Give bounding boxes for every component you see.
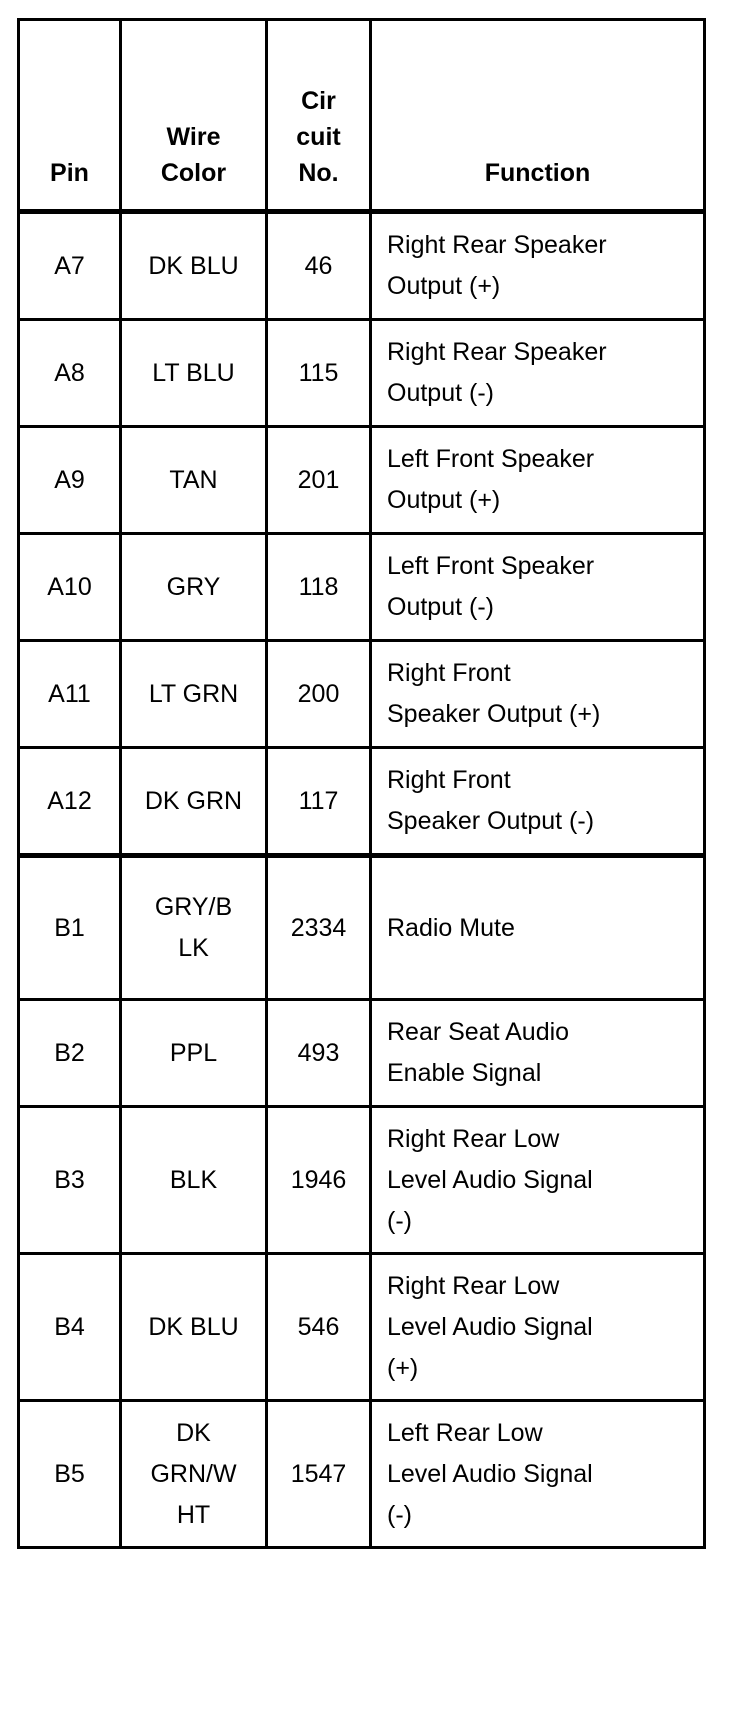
function-line: Level Audio Signal <box>387 1312 593 1341</box>
wire-color-line: LT GRN <box>148 679 239 708</box>
table-row <box>19 427 705 534</box>
function-line: Level Audio Signal <box>387 1459 593 1488</box>
pin-table <box>17 18 706 1549</box>
cell-function <box>371 1401 705 1548</box>
function-line: Right Front <box>387 659 511 687</box>
function-line: Output (-) <box>387 593 494 621</box>
table-row <box>19 1000 705 1107</box>
function-line: (+) <box>387 1353 419 1382</box>
cell-wire-color <box>121 212 267 320</box>
cell-circuit-no: 1946 <box>267 1107 371 1254</box>
cell-pin: A9 <box>19 427 121 534</box>
function-line: Left Rear Low <box>387 1418 543 1447</box>
function-line: Radio Mute <box>387 913 515 942</box>
wire-color-line: DK GRN <box>144 786 243 815</box>
cell-function <box>371 641 705 748</box>
cell-circuit-no: 200 <box>267 641 371 748</box>
wire-color-line: DK <box>176 1418 211 1447</box>
wire-color-line: DK BLU <box>148 251 239 280</box>
wire-color-line: PPL <box>169 1038 218 1067</box>
function-line: Left Front Speaker <box>387 552 595 580</box>
function-line: (-) <box>387 1500 412 1529</box>
wire-color-line: HT <box>176 1500 211 1529</box>
cell-pin: A7 <box>19 212 121 320</box>
function-line: Output (-) <box>387 379 494 407</box>
table-row <box>19 1107 705 1254</box>
cell-circuit-no: 115 <box>267 320 371 427</box>
wire-color-line: GRY/B <box>154 893 233 921</box>
cell-circuit-no: 1547 <box>267 1401 371 1548</box>
function-line: Output (+) <box>387 272 501 300</box>
cell-function <box>371 1000 705 1107</box>
table-row <box>19 856 705 1000</box>
function-line: (-) <box>387 1206 412 1235</box>
table-row <box>19 534 705 641</box>
function-line: Output (+) <box>387 486 501 514</box>
cell-function <box>371 212 705 320</box>
cell-function <box>371 1254 705 1401</box>
header-function: Function <box>371 20 705 212</box>
cell-pin: B3 <box>19 1107 121 1254</box>
cell-function <box>371 320 705 427</box>
wire-color-line: TAN <box>169 465 218 494</box>
function-line: Rear Seat Audio <box>387 1018 570 1046</box>
wire-color-line: BLK <box>169 1165 218 1194</box>
cell-wire-color <box>121 748 267 856</box>
function-line: Speaker Output (+) <box>387 700 601 728</box>
table-body <box>19 212 705 1548</box>
function-line: Left Front Speaker <box>387 445 595 473</box>
cell-function <box>371 427 705 534</box>
cell-pin: B4 <box>19 1254 121 1401</box>
function-line: Speaker Output (-) <box>387 807 595 835</box>
header-pin: Pin <box>19 20 121 212</box>
cell-wire-color <box>121 1254 267 1401</box>
cell-circuit-no: 117 <box>267 748 371 856</box>
wire-color-line: GRN/W <box>150 1459 237 1488</box>
cell-circuit-no: 2334 <box>267 856 371 1000</box>
cell-pin: A11 <box>19 641 121 748</box>
function-line: Right Front <box>387 766 511 794</box>
function-line: Right Rear Low <box>387 1271 560 1300</box>
cell-wire-color <box>121 320 267 427</box>
cell-function <box>371 534 705 641</box>
cell-wire-color <box>121 534 267 641</box>
cell-wire-color <box>121 1000 267 1107</box>
wire-color-line: GRY <box>166 572 221 601</box>
cell-circuit-no: 546 <box>267 1254 371 1401</box>
function-line: Level Audio Signal <box>387 1165 593 1194</box>
cell-wire-color <box>121 1401 267 1548</box>
cell-pin: B1 <box>19 856 121 1000</box>
function-line: Right Rear Speaker <box>387 338 607 366</box>
cell-circuit-no: 201 <box>267 427 371 534</box>
table-row <box>19 320 705 427</box>
header-circuit-no: Cir cuit No. <box>267 20 371 212</box>
wire-color-line: DK BLU <box>148 1312 239 1341</box>
cell-pin: A10 <box>19 534 121 641</box>
table-row <box>19 1254 705 1401</box>
cell-wire-color <box>121 641 267 748</box>
cell-pin: A12 <box>19 748 121 856</box>
cell-circuit-no: 46 <box>267 212 371 320</box>
wire-color-line: LT BLU <box>152 358 235 387</box>
wire-color-line: LK <box>178 934 209 962</box>
cell-function <box>371 856 705 1000</box>
cell-pin: A8 <box>19 320 121 427</box>
function-line: Enable Signal <box>387 1059 542 1087</box>
cell-function <box>371 1107 705 1254</box>
cell-function <box>371 748 705 856</box>
function-line: Right Rear Low <box>387 1124 560 1153</box>
table-row <box>19 212 705 320</box>
cell-pin: B5 <box>19 1401 121 1548</box>
cell-circuit-no: 493 <box>267 1000 371 1107</box>
function-line: Right Rear Speaker <box>387 231 607 259</box>
cell-wire-color <box>121 1107 267 1254</box>
header-row <box>19 20 705 212</box>
cell-wire-color <box>121 427 267 534</box>
cell-wire-color <box>121 856 267 1000</box>
cell-pin: B2 <box>19 1000 121 1107</box>
header-wire-color: Wire Color <box>121 20 267 212</box>
table-row <box>19 748 705 856</box>
table-row <box>19 641 705 748</box>
table-row <box>19 1401 705 1548</box>
cell-circuit-no: 118 <box>267 534 371 641</box>
